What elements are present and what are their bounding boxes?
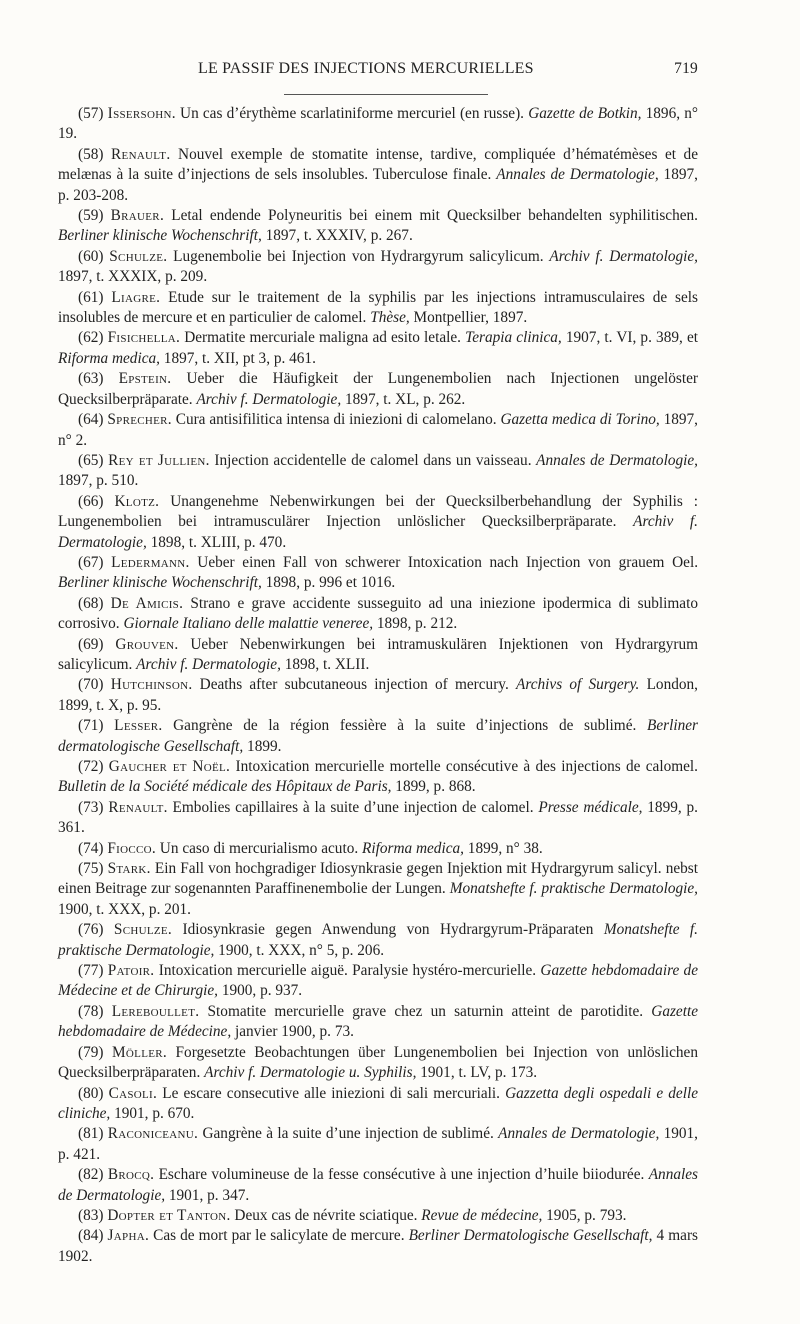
reference-number: (74) bbox=[78, 839, 108, 857]
reference-journal: Berliner klinische Wochenschrift, bbox=[58, 574, 262, 592]
reference-number: (65) bbox=[78, 451, 109, 469]
reference-details: 1901, p. 347. bbox=[165, 1186, 250, 1204]
reference-text: Gangrène de la région fessière à la suite d’injections de sublimé. bbox=[162, 717, 648, 735]
reference-text: Embolies capillaires à la suite d’une injection de calomel. bbox=[167, 798, 539, 816]
reference-text: Intoxication mercurielle aiguë. Paralysie hystéro-mercurielle. bbox=[154, 962, 541, 980]
reference-details: 1897, t. XL, p. 262. bbox=[341, 390, 466, 408]
reference-details: 4 mars 1902. bbox=[58, 1227, 698, 1265]
reference-journal: Berliner klinische Wochenschrift, bbox=[58, 227, 262, 245]
reference-details: 1897, p. 203-208. bbox=[58, 166, 698, 204]
reference-entry bbox=[58, 104, 698, 145]
reference-details: 1901, p. 421. bbox=[58, 1125, 698, 1163]
reference-entry bbox=[58, 145, 698, 206]
reference-number: (68) bbox=[78, 594, 111, 612]
reference-author: Lesser. bbox=[114, 717, 163, 735]
reference-journal: Archiv f. Dermatologie, bbox=[196, 390, 342, 408]
reference-journal: Annales de Dermatologie, bbox=[58, 1166, 698, 1204]
reference-author: Brauer. bbox=[110, 207, 165, 225]
reference-author: Lereboullet. bbox=[111, 1002, 200, 1020]
reference-number: (79) bbox=[78, 1043, 113, 1061]
reference-author: Fiocco. bbox=[107, 839, 156, 857]
reference-details: 1896, n° 19. bbox=[58, 105, 698, 143]
reference-author: Grouven. bbox=[115, 635, 179, 653]
reference-details: 1900, t. XXX, n° 5, p. 206. bbox=[214, 941, 385, 959]
reference-text: Cas de mort par le salicylate de mercure. bbox=[149, 1227, 409, 1245]
reference-number: (69) bbox=[78, 635, 116, 653]
reference-number: (72) bbox=[78, 758, 109, 775]
reference-text: Un caso di mercurialismo acuto. bbox=[155, 839, 362, 857]
reference-list bbox=[58, 104, 698, 1267]
reference-author: Möller. bbox=[112, 1043, 167, 1061]
reference-details: 1900, p. 937. bbox=[218, 982, 303, 1000]
reference-number: (66) bbox=[78, 492, 115, 510]
reference-number: (59) bbox=[78, 207, 111, 225]
reference-number: (76) bbox=[78, 921, 114, 939]
reference-text: Eschare volumineuse de la fesse consécutive à une injection d’huile biiodurée. bbox=[154, 1166, 649, 1184]
reference-journal: Presse médicale, bbox=[538, 798, 643, 816]
reference-text: Letal endende Polyneuritis bei einem mit Quecksilber behandelten syphilitischen. bbox=[164, 207, 698, 225]
reference-author: Casoli. bbox=[108, 1084, 158, 1102]
reference-text: Deaths after subcutaneous injection of mercury. bbox=[192, 676, 516, 694]
reference-text: Dermatite mercuriale maligna ad esito letale. bbox=[180, 329, 466, 347]
reference-author: Dopter et Tanton. bbox=[107, 1206, 231, 1224]
reference-journal: Riforma medica, bbox=[362, 839, 464, 857]
reference-entry bbox=[58, 1206, 698, 1226]
reference-number: (83) bbox=[78, 1206, 108, 1224]
reference-details: 1899, p. 361. bbox=[58, 798, 698, 837]
reference-author: Fisichella. bbox=[107, 329, 181, 347]
running-title: LE PASSIF DES INJECTIONS MERCURIELLES bbox=[198, 60, 534, 77]
reference-entry bbox=[58, 798, 698, 839]
reference-number: (71) bbox=[78, 717, 115, 735]
reference-number: (61) bbox=[78, 288, 112, 306]
reference-journal: Thèse, bbox=[370, 309, 410, 327]
reference-number: (80) bbox=[78, 1084, 109, 1102]
reference-journal: Archiv f. Dermatologie u. Syphilis, bbox=[204, 1064, 417, 1082]
reference-number: (62) bbox=[78, 329, 108, 347]
reference-details: Montpellier, 1897. bbox=[409, 309, 528, 327]
reference-entry bbox=[58, 1043, 698, 1084]
reference-details: 1899. bbox=[243, 737, 282, 755]
reference-number: (60) bbox=[78, 247, 110, 265]
reference-entry bbox=[58, 451, 698, 492]
reference-text: Forgesetzte Beobachtungen über Lungenembolien bei Injection von unlöslichen Quecksilberpräparaten. bbox=[58, 1043, 698, 1082]
reference-author: Klotz. bbox=[114, 492, 160, 510]
reference-author: Schulze. bbox=[113, 921, 173, 939]
reference-details: 1898, p. 212. bbox=[373, 615, 458, 633]
reference-journal: Gazette de Botkin, bbox=[528, 105, 642, 122]
reference-details: janvier 1900, p. 73. bbox=[231, 1023, 354, 1041]
reference-journal: Revue de médecine, bbox=[421, 1206, 543, 1224]
reference-entry bbox=[58, 492, 698, 553]
reference-journal: Monatshefte f. praktische Dermatologie, bbox=[58, 921, 698, 959]
reference-entry bbox=[58, 328, 698, 369]
reference-journal: Terapia clinica, bbox=[465, 329, 562, 347]
reference-author: Hutchinson. bbox=[110, 676, 193, 694]
reference-author: Liagre. bbox=[111, 288, 161, 306]
reference-journal: Archiv f. Dermatologie, bbox=[136, 655, 281, 673]
reference-entry bbox=[58, 594, 698, 635]
reference-author: Renault. bbox=[111, 145, 171, 163]
reference-journal: Gazzetta degli ospedali e delle cliniche, bbox=[58, 1084, 699, 1122]
reference-entry bbox=[58, 288, 698, 329]
reference-text: Cura antisifilitica intensa di iniezioni di calomelano. bbox=[171, 411, 501, 429]
reference-text: Injection accidentelle de calomel dans un vaisseau. bbox=[209, 451, 537, 469]
reference-entry bbox=[58, 1226, 698, 1267]
reference-journal: Annales de Dermatologie, bbox=[536, 451, 698, 469]
reference-entry bbox=[58, 410, 698, 451]
reference-author: Gaucher et Noël. bbox=[108, 758, 231, 775]
reference-entry bbox=[58, 635, 698, 676]
reference-entry bbox=[58, 1124, 698, 1165]
reference-details: London, 1899, t. X, p. 95. bbox=[58, 676, 698, 714]
reference-text: Lugenembolie bei Injection von Hydrargyrum salicylicum. bbox=[167, 247, 550, 265]
reference-details: 1901, p. 670. bbox=[110, 1104, 195, 1122]
reference-entry bbox=[58, 206, 698, 247]
reference-journal: Gazette hebdomadaire de Médecine, bbox=[58, 1002, 698, 1041]
reference-details: 1900, t. XXX, p. 201. bbox=[58, 900, 191, 918]
reference-journal: Berliner Dermatologische Gesellschaft, bbox=[408, 1227, 653, 1245]
reference-journal: Archivs of Surgery. bbox=[516, 676, 640, 694]
reference-text: Un cas d’érythème scarlatiniforme mercuriel (en russe). bbox=[175, 105, 529, 122]
reference-details: 1897, t. XXXIV, p. 267. bbox=[261, 227, 413, 245]
reference-author: Ledermann. bbox=[111, 553, 190, 571]
reference-number: (75) bbox=[78, 860, 108, 878]
reference-entry bbox=[58, 757, 698, 798]
reference-text: Gangrène à la suite d’une injection de sublimé. bbox=[198, 1125, 499, 1143]
reference-details: 1899, p. 868. bbox=[391, 778, 476, 796]
reference-number: (77) bbox=[78, 962, 108, 980]
reference-text: Ueber Nebenwirkungen bei intramuskulären Injektionen von Hydrargyrum salicylicum. bbox=[58, 635, 699, 673]
reference-details: 1898, t. XLII. bbox=[280, 655, 370, 673]
reference-journal: Gazetta medica di Torino, bbox=[500, 411, 660, 429]
reference-number: (64) bbox=[78, 411, 108, 429]
reference-details: 1901, t. LV, p. 173. bbox=[416, 1064, 538, 1082]
reference-text: Ein Fall von hochgradiger Idiosynkrasie gegen Injektion mit Hydrargyrum salicyl. nebst einen Beitrage zur sogenannten Paraffinenembolie der Lungen. bbox=[58, 860, 698, 898]
header-rule bbox=[284, 94, 488, 95]
reference-details: 1898, p. 996 et 1016. bbox=[261, 574, 396, 592]
reference-entry bbox=[58, 1165, 698, 1206]
reference-journal: Monatshefte f. praktische Dermatologie, bbox=[449, 880, 698, 898]
reference-journal: Berliner dermatologische Gesellschaft, bbox=[58, 717, 698, 755]
reference-number: (82) bbox=[78, 1166, 108, 1184]
reference-author: Epstein. bbox=[118, 370, 172, 388]
reference-text: Stomatite mercurielle grave chez un saturnin atteint de parotidite. bbox=[199, 1002, 652, 1020]
reference-details: 1897, t. XXXIX, p. 209. bbox=[58, 268, 208, 286]
reference-author: Raconiceanu. bbox=[107, 1125, 199, 1143]
reference-entry bbox=[58, 1002, 698, 1043]
reference-number: (81) bbox=[78, 1125, 108, 1143]
reference-author: Stark. bbox=[107, 860, 151, 878]
reference-entry bbox=[58, 369, 698, 410]
reference-author: Japha. bbox=[107, 1227, 150, 1245]
reference-journal: Archiv f. Dermatologie, bbox=[549, 247, 698, 265]
reference-author: Patoir. bbox=[107, 962, 155, 980]
reference-text: Unangenehme Nebenwirkungen bei der Quecksilberbehandlung der Syphilis : Lungenembolien bei intramusculärer Injection unlöslicher Quecksilberpräparate. bbox=[58, 492, 699, 531]
reference-entry bbox=[58, 1084, 698, 1125]
reference-author: Sprecher. bbox=[107, 411, 172, 429]
reference-details: 1898, t. XLIII, p. 470. bbox=[146, 533, 287, 551]
reference-author: Rey et Jullien. bbox=[108, 451, 210, 469]
reference-text: Ueber einen Fall von schwerer Intoxication nach Injection von grauem Oel. bbox=[189, 553, 699, 571]
reference-number: (67) bbox=[78, 553, 112, 571]
reference-author: Brocq. bbox=[107, 1166, 155, 1184]
reference-text: Etude sur le traitement de la syphilis par les injections intramusculaires de sels insolubles de mercure et en particulier de calomel. bbox=[58, 288, 698, 327]
reference-text: Nouvel exemple de stomatite intense, tardive, compliquée d’hématémèses et de melænas à la suite d’injections de sels insolubles. Tuberculose finale. bbox=[58, 145, 698, 184]
reference-text: Le escare consecutive alle iniezioni di sali mercuriali. bbox=[157, 1084, 506, 1102]
reference-number: (58) bbox=[78, 145, 112, 163]
reference-journal: Riforma medica, bbox=[58, 349, 160, 367]
reference-journal: Annales de Dermatologie, bbox=[496, 166, 659, 184]
page bbox=[58, 56, 698, 1267]
reference-text: Idiosynkrasie gegen Anwendung von Hydrargyrum-Präparaten bbox=[172, 921, 604, 939]
reference-number: (78) bbox=[78, 1002, 112, 1020]
reference-details: 1899, n° 38. bbox=[463, 839, 543, 857]
reference-entry bbox=[58, 839, 698, 859]
reference-author: De Amicis. bbox=[110, 594, 184, 612]
reference-entry bbox=[58, 920, 698, 961]
reference-entry bbox=[58, 859, 698, 920]
reference-text: Intoxication mercurielle mortelle consécutive à des injections de calomel. bbox=[230, 758, 698, 775]
page-number: 719 bbox=[674, 60, 698, 77]
reference-details: 1897, p. 510. bbox=[58, 472, 139, 490]
reference-details: 1905, p. 793. bbox=[542, 1206, 627, 1224]
reference-number: (73) bbox=[78, 798, 109, 816]
reference-text: Deux cas de névrite sciatique. bbox=[230, 1206, 422, 1224]
reference-author: Issersohn. bbox=[107, 105, 176, 122]
reference-entry bbox=[58, 716, 698, 757]
reference-text: Strano e grave accidente susseguito ad una iniezione ipodermica di sublimato corrosivo. bbox=[58, 594, 698, 633]
reference-details: 1897, t. XII, pt 3, p. 461. bbox=[159, 349, 316, 367]
reference-details: 1907, t. VI, p. 389, et bbox=[561, 329, 698, 347]
reference-entry bbox=[58, 553, 698, 594]
reference-author: Renault. bbox=[108, 798, 168, 816]
reference-number: (70) bbox=[78, 676, 111, 694]
reference-journal: Giornale Italiano delle malattie veneree, bbox=[123, 615, 374, 633]
reference-details: 1897, n° 2. bbox=[58, 411, 698, 449]
reference-entry bbox=[58, 961, 698, 1002]
reference-number: (63) bbox=[78, 370, 119, 388]
reference-author: Schulze. bbox=[109, 247, 168, 265]
reference-number: (84) bbox=[78, 1227, 108, 1245]
reference-journal: Gazette hebdomadaire de Médecine et de Chirurgie, bbox=[58, 962, 698, 1000]
reference-text: Ueber die Häufigkeit der Lungenembolien nach Injectionen ungelöster Quecksilberpräparate. bbox=[58, 370, 699, 408]
reference-number: (57) bbox=[78, 105, 108, 122]
running-head bbox=[58, 56, 698, 84]
reference-journal: Bulletin de la Société médicale des Hôpitaux de Paris, bbox=[58, 778, 392, 796]
reference-journal: Annales de Dermatologie, bbox=[498, 1125, 660, 1143]
reference-entry bbox=[58, 247, 698, 288]
reference-entry bbox=[58, 675, 698, 716]
reference-journal: Archiv f. Dermatologie, bbox=[58, 513, 699, 551]
